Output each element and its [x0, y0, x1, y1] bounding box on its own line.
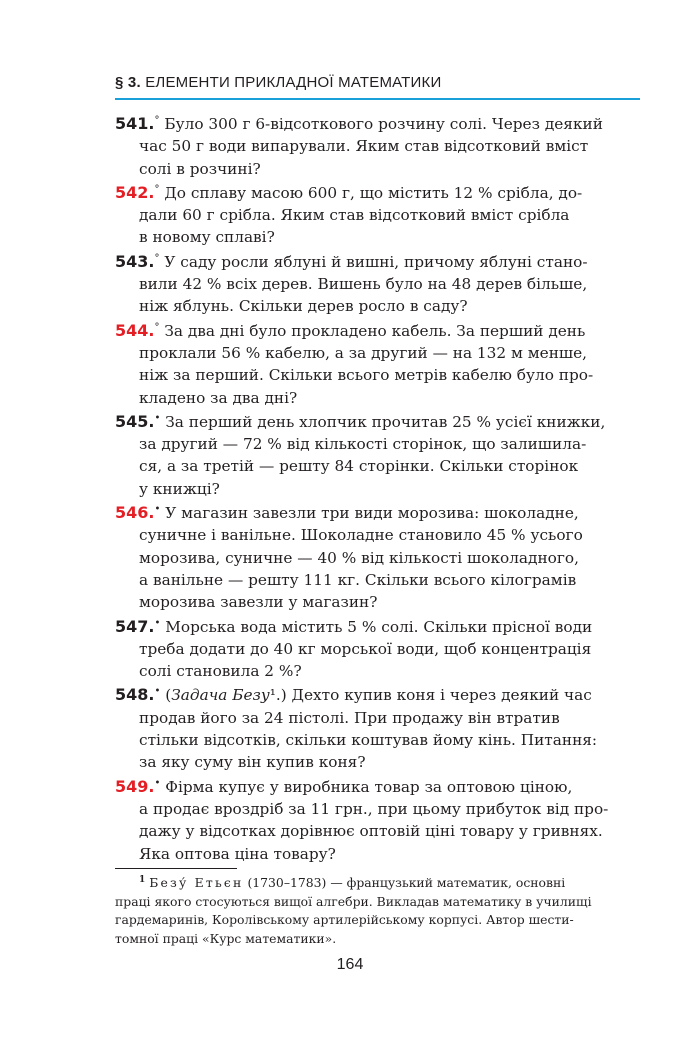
problem-line [115, 751, 642, 773]
problem-text: ся, а за третій — решту 84 сторінки. Скільки сторінок [139, 457, 579, 476]
problem-text: час 50 г води випарували. Яким став відсотковий вміст [139, 137, 589, 156]
difficulty-mark: ° [154, 183, 160, 195]
difficulty-mark: ° [154, 114, 160, 126]
header-rule [115, 98, 640, 100]
problem-text: У магазин завезли три види морозива: шоколадне, [165, 504, 579, 523]
footnote-marker: 1 [139, 874, 146, 885]
problem-item [115, 113, 642, 180]
problem-number: 547. [115, 616, 155, 636]
problem-text: морозива завезли у магазин? [139, 593, 378, 612]
problem-line [115, 776, 642, 798]
page-number: 164 [336, 956, 364, 973]
problem-text: продав його за 24 пістолі. При продажу він втратив [139, 708, 560, 727]
problem-line [115, 342, 642, 364]
problem-line [115, 820, 642, 842]
footnote-rule [115, 868, 237, 869]
problem-line [115, 502, 642, 524]
problem-text: вили 42 % всіх дерев. Вишень було на 48 дерев більше, [139, 275, 588, 294]
section-header [115, 74, 640, 91]
problem-item [115, 776, 642, 865]
problem-line [115, 591, 642, 613]
problem-text: Яка оптова ціна товару? [139, 844, 336, 863]
problem-text: (Задача Безу¹.) Дехто купив коня і через деякий час [165, 686, 592, 705]
problem-number: 541. [115, 114, 155, 133]
problem-line [115, 204, 642, 226]
problem-number: 548. [115, 685, 155, 705]
problem-line [115, 135, 642, 157]
problem-text: За два дні було прокладено кабель. За перший день [164, 321, 586, 340]
problem-text: У саду росли яблуні й вишні, причому яблуні стано- [164, 252, 588, 271]
problem-text: ніж за перший. Скільки всього метрів кабелю було про- [139, 366, 594, 385]
problem-line [115, 684, 642, 706]
problem-list [115, 113, 642, 867]
problem-text: ніж яблунь. Скільки дерев росло в саду? [139, 297, 468, 316]
problem-text: Було 300 г 6-відсоткового розчину солі. Через деякий [164, 115, 603, 133]
problem-text: треба додати до 40 кг морської води, щоб концентрація [139, 639, 592, 658]
problem-number: 542. [115, 182, 155, 202]
problem-text: суничне і ванільне. Шоколадне становило 45 % усього [139, 526, 583, 545]
difficulty-mark: ° [154, 321, 160, 333]
problem-text: До сплаву масою 600 г, що містить 12 % срібла, до- [164, 183, 583, 202]
problem-line [115, 158, 642, 180]
problem-text: Морська вода містить 5 % солі. Скільки прісної води [165, 617, 593, 636]
difficulty-mark: • [154, 503, 161, 515]
problem-text: а ванільне — решту 111 кг. Скільки всього кілограмів [139, 570, 577, 589]
problem-number: 545. [115, 411, 155, 431]
difficulty-mark: • [154, 412, 161, 424]
section-number: § 3. [115, 74, 141, 91]
footnote-line: гардемаринів, Королівському артилерійському корпусі. Автор шести- [115, 912, 574, 928]
problem-line [115, 660, 642, 682]
problem-text: за другий — 72 % від кількості сторінок, що залишила- [139, 435, 587, 454]
problem-text: дали 60 г срібла. Яким став відсотковий вміст срібла [139, 206, 570, 225]
problem-text: дажу у відсотках дорівнює оптовій ціні товару у гривнях. [139, 822, 603, 841]
problem-line [115, 387, 642, 409]
problem-line [115, 273, 642, 295]
problem-item [115, 616, 642, 683]
problem-text: солі в розчині? [139, 159, 261, 178]
section-title: ЕЛЕМЕНТИ ПРИКЛАДНОЇ МАТЕМАТИКИ [145, 74, 442, 91]
problem-text: стільки відсотків, скільки коштував йому кінь. Питання: [139, 731, 598, 750]
problem-text: кладено за два дні? [139, 388, 298, 407]
problem-line [115, 295, 642, 317]
difficulty-mark: • [154, 617, 161, 629]
problem-text: проклали 56 % кабелю, а за другий — на 132 м менше, [139, 343, 588, 362]
problem-line [115, 182, 642, 204]
problem-line [115, 455, 642, 477]
footnote [115, 874, 642, 948]
problem-line [115, 251, 642, 273]
footnote-line [115, 874, 642, 893]
problem-line [115, 569, 642, 591]
problem-line [115, 478, 642, 500]
problem-item [115, 251, 642, 318]
problem-text: в новому сплаві? [139, 228, 275, 247]
problem-number: 544. [115, 320, 155, 340]
problem-text: солі становила 2 %? [139, 662, 302, 681]
problem-item [115, 684, 642, 773]
problem-line [115, 113, 642, 135]
problem-text: а продає вроздріб за 11 грн., при цьому прибуток від про- [139, 799, 609, 818]
footnote-line: праці якого стосуються вищої алгебри. Викладав математику в училищі [115, 893, 592, 909]
difficulty-mark: ° [154, 252, 160, 264]
problem-number: 543. [115, 251, 155, 271]
footnote-text: (1730–1783) — французький математик, основні [247, 875, 566, 890]
problem-line [115, 364, 642, 386]
problem-line [115, 729, 642, 751]
problem-text: за яку суму він купив коня? [139, 753, 366, 772]
problem-number: 546. [115, 503, 155, 523]
footnote-line: томної праці «Курс математики». [115, 930, 337, 946]
problem-line [115, 707, 642, 729]
problem-line [115, 547, 642, 569]
problem-line [115, 226, 642, 248]
problem-item [115, 320, 642, 409]
problem-line [115, 320, 642, 342]
problem-line [115, 798, 642, 820]
problem-text: у книжці? [139, 479, 220, 498]
problem-line [115, 638, 642, 660]
difficulty-mark: • [154, 686, 161, 698]
problem-text: Фірма купує у виробника товар за оптовою ціною, [165, 777, 573, 796]
problem-line [115, 843, 642, 865]
footnote-name: Безу́ Етьєн [149, 875, 244, 890]
problem-item [115, 502, 642, 613]
problem-line [115, 411, 642, 433]
problem-number: 549. [115, 776, 155, 796]
problem-line [115, 433, 642, 455]
problem-item [115, 182, 642, 249]
problem-item [115, 411, 642, 500]
difficulty-mark: • [154, 777, 161, 789]
problem-line [115, 616, 642, 638]
problem-text: морозива, суничне — 40 % від кількості шоколадного, [139, 548, 579, 567]
problem-line [115, 524, 642, 546]
problem-text: За перший день хлопчик прочитав 25 % усієї книжки, [165, 412, 606, 431]
